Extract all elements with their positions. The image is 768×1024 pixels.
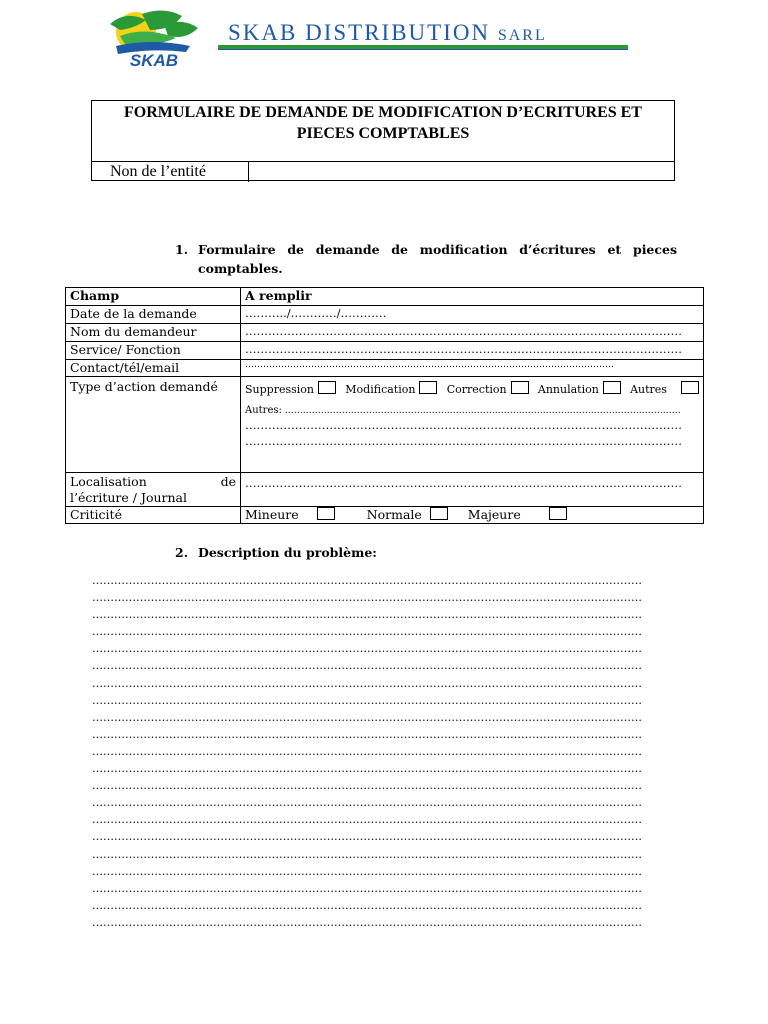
section2-number: 2. [175, 545, 189, 560]
entity-separator [248, 162, 249, 182]
company-name [228, 20, 547, 46]
action-cell [241, 377, 704, 473]
description-line[interactable]: …………………………………………………………………………………………………………………………………… [92, 659, 642, 673]
description-line[interactable]: …………………………………………………………………………………………………………………………………… [92, 693, 642, 707]
name-label: Nom du demandeur [66, 324, 241, 342]
description-line[interactable]: …………………………………………………………………………………………………………………………………… [92, 813, 642, 827]
autres-label: Autres: [245, 405, 282, 416]
date-label: Date de la demande [66, 306, 241, 324]
autres-line[interactable] [245, 405, 699, 416]
form-title [92, 101, 674, 161]
normale-checkbox[interactable] [430, 507, 448, 520]
description-line[interactable]: …………………………………………………………………………………………………………………………………… [92, 574, 642, 587]
mineure-checkbox[interactable] [317, 507, 335, 520]
description-line[interactable]: …………………………………………………………………………………………………………………………………… [92, 830, 642, 844]
brand-underline-thin [218, 49, 628, 50]
option-autres-label: Autres [630, 383, 667, 396]
date-field[interactable]: ………../…………/………… [241, 306, 704, 324]
table-row [66, 507, 704, 524]
option-suppression [245, 381, 342, 396]
description-line[interactable]: …………………………………………………………………………………………………………………………………… [92, 762, 642, 776]
description-line[interactable]: …………………………………………………………………………………………………………………………………… [92, 676, 642, 690]
company-name-main: SKAB DISTRIBUTION [228, 20, 491, 45]
criticity-mineure [245, 507, 363, 522]
description-line[interactable]: …………………………………………………………………………………………………………………………………… [92, 881, 642, 895]
table-row [66, 324, 704, 342]
criticity-label: Criticité [66, 507, 241, 524]
company-logo [106, 6, 202, 68]
option-annulation-label: Annulation [537, 383, 599, 396]
section2-title: Description du problème: [198, 545, 377, 560]
option-annulation [538, 381, 627, 396]
service-field[interactable]: …………………………………………………………………………………………………… [241, 342, 704, 360]
correction-checkbox[interactable] [511, 381, 529, 394]
option-suppression-label: Suppression [245, 383, 314, 396]
option-autres [630, 381, 699, 396]
description-line[interactable]: …………………………………………………………………………………………………………………………………… [92, 727, 642, 741]
description-line[interactable]: …………………………………………………………………………………………………………………………………… [92, 710, 642, 724]
section1-heading [175, 240, 677, 280]
criticity-majeure [468, 507, 573, 522]
description-line[interactable]: …………………………………………………………………………………………………………………………………… [92, 591, 642, 605]
section1-title: Formulaire de demande de modification d’écritures et pieces comptables. [198, 242, 677, 276]
modification-checkbox[interactable] [419, 381, 437, 394]
table-row [66, 360, 704, 377]
table-row [66, 306, 704, 324]
description-line[interactable]: …………………………………………………………………………………………………………………………………… [92, 898, 642, 912]
location-label-line2: l’écriture / Journal [70, 490, 188, 505]
action-dots-line-1[interactable]: …………………………………………………………………………………………………… [245, 418, 682, 432]
criticity-mineure-label: Mineure [245, 507, 299, 522]
criticity-majeure-label: Majeure [467, 507, 521, 522]
description-line[interactable]: …………………………………………………………………………………………………………………………………… [92, 642, 642, 656]
location-field[interactable]: …………………………………………………………………………………………………… [241, 473, 704, 507]
location-label-de: de [220, 474, 236, 489]
section2-heading [175, 543, 575, 563]
form-title-line2: PIECES COMPTABLES [296, 125, 470, 142]
option-correction [447, 381, 535, 396]
criticity-normale [367, 507, 464, 522]
autres-checkbox[interactable] [681, 381, 699, 394]
entity-label: Non de l’entité [110, 163, 206, 180]
table-row [66, 473, 704, 507]
option-modification [345, 381, 443, 396]
name-field[interactable]: …………………………………………………………………………………………………… [241, 324, 704, 342]
autres-dots: …………………………………………………………………………………………………………………… [284, 406, 681, 416]
action-label: Type d’action demandé [66, 377, 241, 473]
contact-field[interactable]: …………………………………………………………………………………………………………… [241, 360, 704, 377]
location-label [66, 473, 241, 507]
description-line[interactable]: …………………………………………………………………………………………………………………………………… [92, 796, 642, 810]
table-header-row [66, 288, 704, 306]
annulation-checkbox[interactable] [603, 381, 621, 394]
company-suffix: SARL [497, 27, 547, 44]
location-label-word: Localisation [70, 474, 147, 489]
description-line[interactable]: …………………………………………………………………………………………………………………………………… [92, 864, 642, 878]
action-dots-line-2[interactable]: …………………………………………………………………………………………………… [245, 434, 682, 448]
section1-number: 1. [175, 242, 189, 257]
criticity-cell [241, 507, 704, 524]
action-options [245, 381, 699, 396]
description-line[interactable]: …………………………………………………………………………………………………………………………………… [92, 744, 642, 758]
entity-field[interactable] [252, 162, 672, 182]
header-fill: A remplir [241, 288, 704, 306]
service-label: Service/ Fonction [66, 342, 241, 360]
title-box [91, 100, 675, 181]
contact-label: Contact/tél/email [66, 360, 241, 377]
criticity-normale-label: Normale [366, 507, 422, 522]
majeure-checkbox[interactable] [549, 507, 567, 520]
request-form-table [65, 287, 704, 524]
table-row [66, 342, 704, 360]
option-modification-label: Modification [345, 383, 416, 396]
description-line[interactable]: …………………………………………………………………………………………………………………………………… [92, 625, 642, 639]
description-line[interactable]: …………………………………………………………………………………………………………………………………… [92, 915, 642, 929]
table-row [66, 377, 704, 473]
header-field: Champ [66, 288, 241, 306]
svg-text:SKAB: SKAB [129, 51, 179, 68]
description-line[interactable]: …………………………………………………………………………………………………………………………………… [92, 847, 642, 861]
entity-row [92, 161, 674, 182]
description-line[interactable]: …………………………………………………………………………………………………………………………………… [92, 779, 642, 793]
option-correction-label: Correction [446, 383, 507, 396]
form-title-line1: FORMULAIRE DE DEMANDE DE MODIFICATION D’ECRITURES ET [124, 104, 642, 121]
description-line[interactable]: …………………………………………………………………………………………………………………………………… [92, 608, 642, 622]
description-area[interactable] [92, 572, 674, 931]
suppression-checkbox[interactable] [318, 381, 336, 394]
